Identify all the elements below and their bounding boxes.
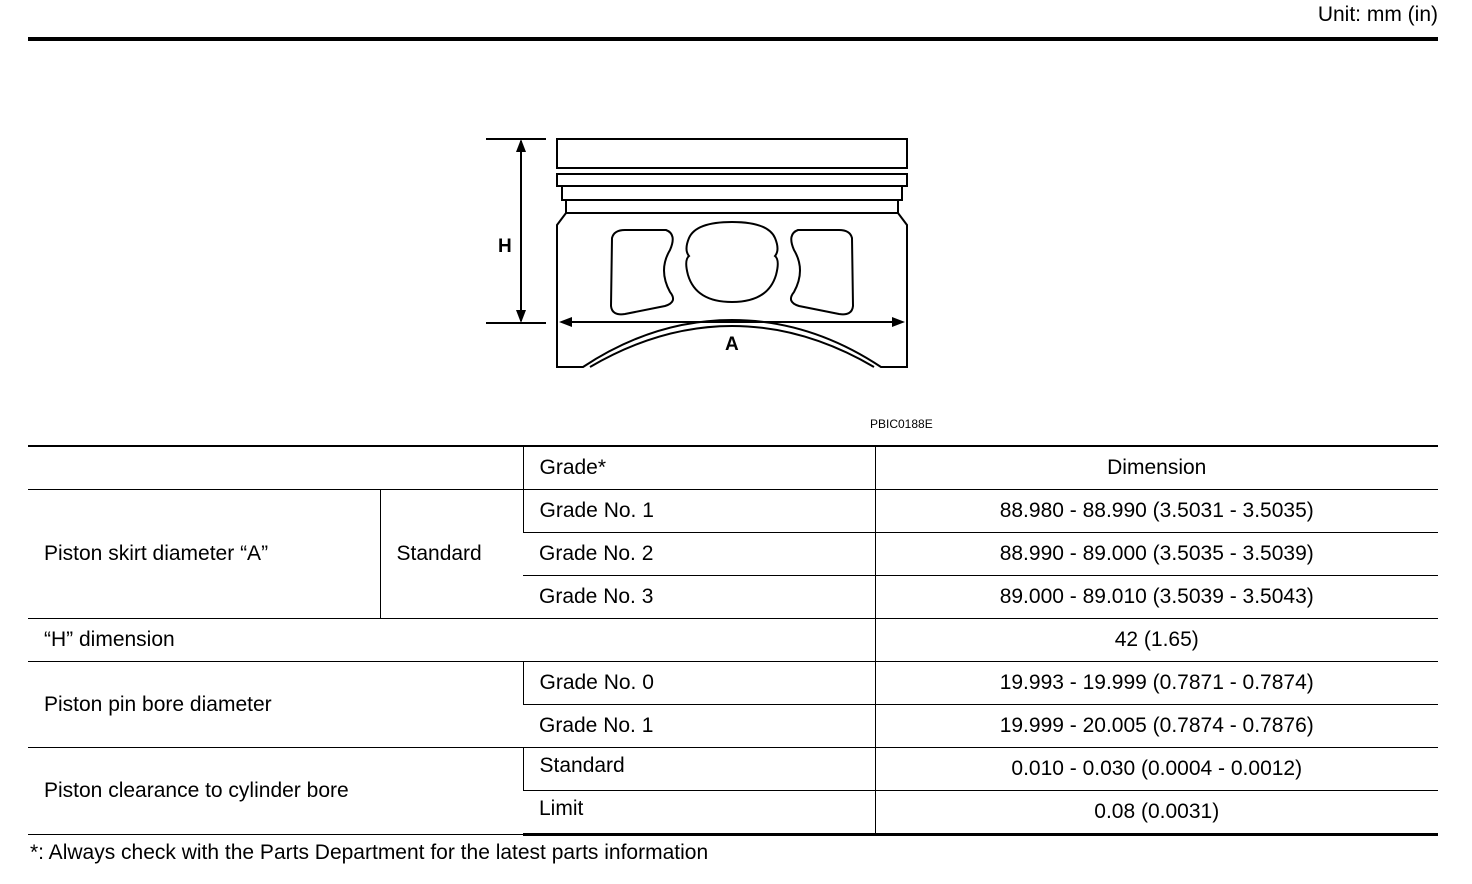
pin-bore-grade-0: Grade No. 0 <box>523 662 875 705</box>
header-blank <box>28 446 523 490</box>
pin-bore-value-1: 19.999 - 20.005 (0.7874 - 0.7876) <box>875 705 1438 748</box>
header-grade: Grade* <box>523 446 875 490</box>
skirt-value-1: 88.980 - 88.990 (3.5031 - 3.5035) <box>875 490 1438 533</box>
skirt-value-3: 89.000 - 89.010 (3.5039 - 3.5043) <box>875 576 1438 619</box>
table-row <box>28 662 1438 705</box>
table-row <box>28 748 1438 791</box>
clearance-limit: Limit <box>523 791 875 835</box>
clearance-standard-value: 0.010 - 0.030 (0.0004 - 0.0012) <box>875 748 1438 791</box>
table-header-row <box>28 446 1438 490</box>
skirt-standard: Standard <box>380 490 523 619</box>
pin-bore-label: Piston pin bore diameter <box>28 662 523 748</box>
spec-table <box>28 445 1438 836</box>
h-label: H <box>498 236 512 257</box>
h-dimension-label: “H” dimension <box>28 619 875 662</box>
skirt-grade-2: Grade No. 2 <box>523 533 875 576</box>
pin-bore-value-0: 19.993 - 19.999 (0.7871 - 0.7874) <box>875 662 1438 705</box>
pin-bore-grade-1: Grade No. 1 <box>523 705 875 748</box>
a-label: A <box>725 334 739 355</box>
unit-label: Unit: mm (in) <box>1317 3 1438 26</box>
skirt-value-2: 88.990 - 89.000 (3.5035 - 3.5039) <box>875 533 1438 576</box>
skirt-grade-3: Grade No. 3 <box>523 576 875 619</box>
skirt-label: Piston skirt diameter “A” <box>28 490 380 619</box>
skirt-grade-1: Grade No. 1 <box>523 490 875 533</box>
clearance-limit-value: 0.08 (0.0031) <box>875 791 1438 835</box>
piston-diagram <box>480 130 940 375</box>
header-dimension: Dimension <box>875 446 1438 490</box>
table-row <box>28 619 1438 662</box>
top-rule <box>28 37 1438 41</box>
footnote: *: Always check with the Parts Department for the latest parts information <box>30 841 709 864</box>
table-row <box>28 490 1438 533</box>
figure-code: PBIC0188E <box>870 417 933 431</box>
clearance-label: Piston clearance to cylinder bore <box>28 748 523 835</box>
h-dimension-value: 42 (1.65) <box>875 619 1438 662</box>
clearance-standard: Standard <box>523 748 875 791</box>
